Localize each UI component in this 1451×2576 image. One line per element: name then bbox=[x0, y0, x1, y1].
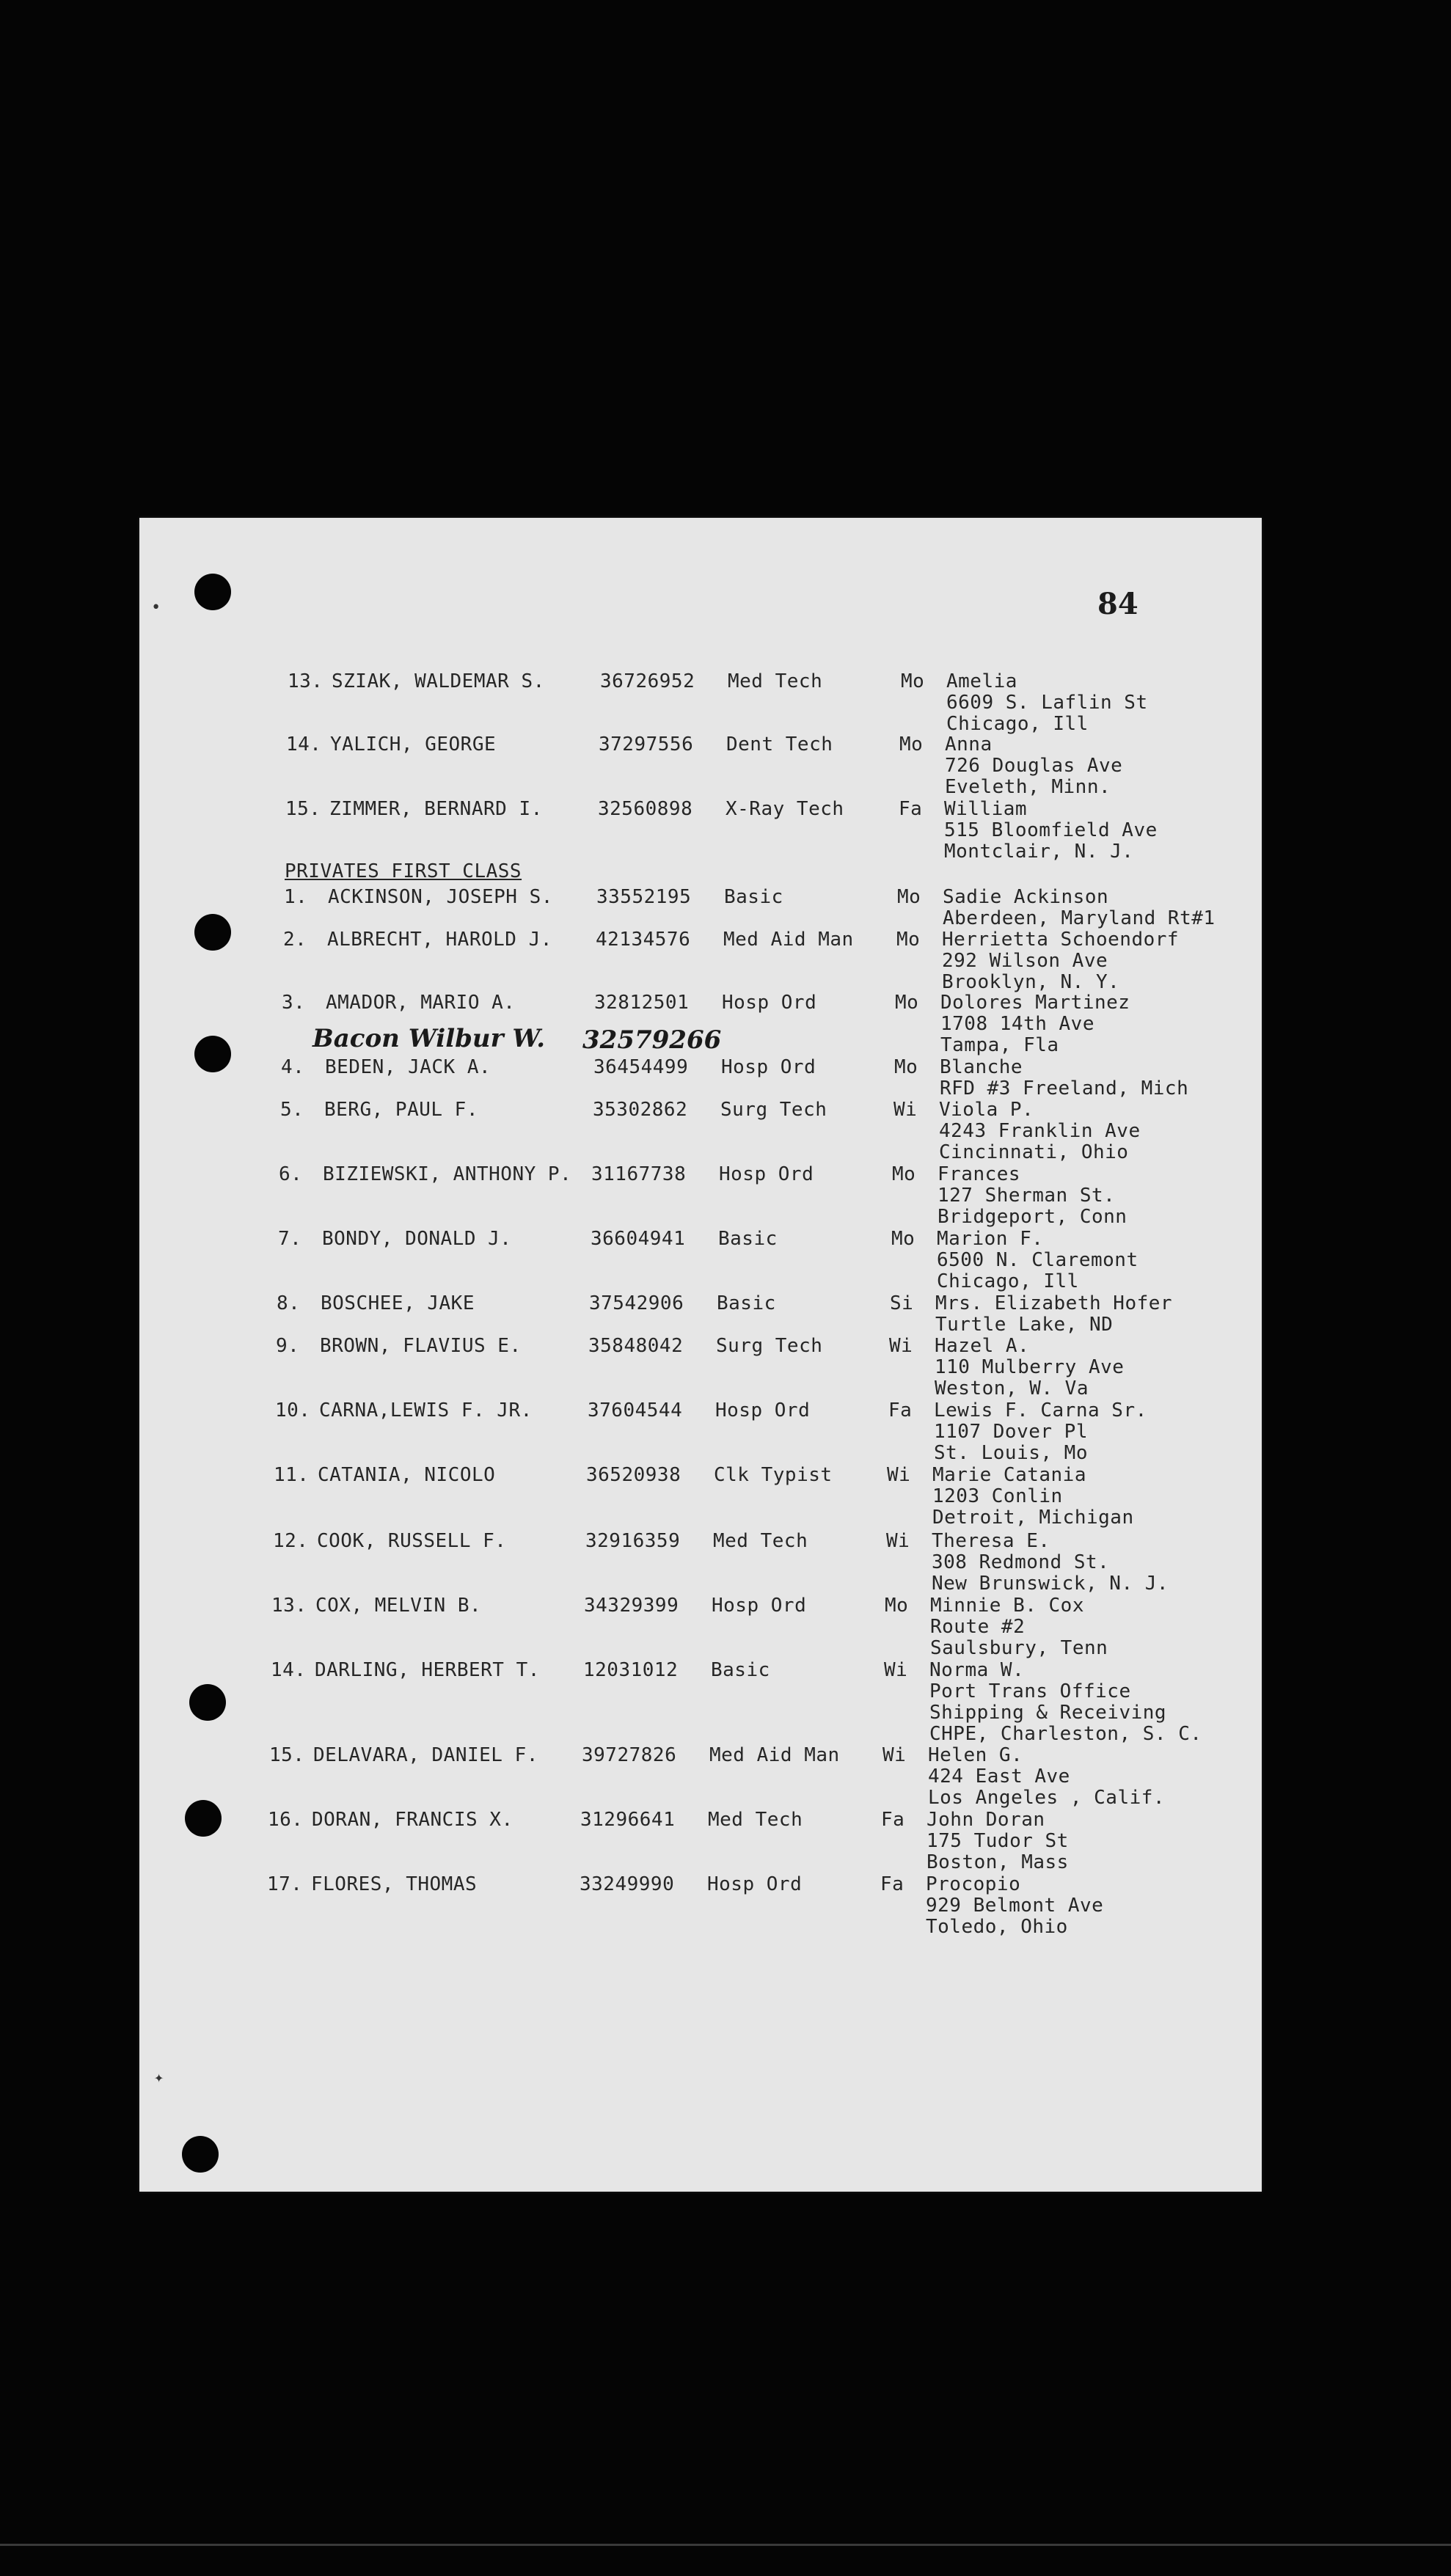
entry-contact-line: Theresa E. bbox=[932, 1530, 1050, 1552]
entry-contact-line: Chicago, Ill bbox=[937, 1270, 1079, 1292]
entry-serial: 36726952 bbox=[600, 670, 695, 692]
punch-hole bbox=[189, 1684, 226, 1721]
entry-role: Basic bbox=[724, 886, 783, 908]
entry-contact-line: Toledo, Ohio bbox=[926, 1916, 1068, 1938]
entry-contact-line: Los Angeles , Calif. bbox=[928, 1787, 1166, 1809]
entry-relation: Fa bbox=[881, 1809, 905, 1831]
entry-number: 17. bbox=[267, 1873, 303, 1895]
entry-contact-line: New Brunswick, N. J. bbox=[932, 1573, 1169, 1595]
paper-speck: • bbox=[151, 599, 161, 617]
entry-relation: Mo bbox=[892, 1163, 916, 1185]
handwritten-serial: 32579266 bbox=[582, 1025, 722, 1055]
entry-number: 3. bbox=[282, 992, 306, 1014]
entry-contact-line: 424 East Ave bbox=[928, 1765, 1070, 1788]
entry-role: Med Tech bbox=[728, 670, 823, 692]
entry-number: 9. bbox=[276, 1335, 300, 1357]
entry-name: BEDEN, JACK A. bbox=[325, 1056, 491, 1078]
entry-contact-line: Herrietta Schoendorf bbox=[942, 929, 1180, 951]
entry-name: ZIMMER, BERNARD I. bbox=[329, 798, 543, 820]
entry-serial: 37297556 bbox=[599, 733, 694, 755]
entry-relation: Mo bbox=[897, 886, 921, 908]
entry-number: 1. bbox=[284, 886, 308, 908]
entry-name: BOSCHEE, JAKE bbox=[321, 1292, 475, 1314]
entry-role: Dent Tech bbox=[726, 733, 833, 755]
entry-serial: 37542906 bbox=[589, 1292, 684, 1314]
entry-contact-line: Eveleth, Minn. bbox=[945, 776, 1111, 798]
entry-name: AMADOR, MARIO A. bbox=[326, 992, 516, 1014]
entry-number: 10. bbox=[275, 1399, 311, 1421]
entry-serial: 33552195 bbox=[596, 886, 692, 908]
entry-relation: Wi bbox=[884, 1659, 908, 1681]
entry-name: ACKINSON, JOSEPH S. bbox=[328, 886, 553, 908]
entry-relation: Wi bbox=[893, 1099, 918, 1121]
entry-role: Clk Typist bbox=[714, 1464, 833, 1486]
entry-role: Basic bbox=[718, 1228, 778, 1250]
entry-relation: Mo bbox=[896, 929, 921, 951]
entry-name: ALBRECHT, HAROLD J. bbox=[327, 929, 552, 951]
entry-contact-line: Hazel A. bbox=[935, 1335, 1030, 1357]
entry-contact-line: Blanche bbox=[940, 1056, 1023, 1078]
entry-contact-line: Amelia bbox=[946, 670, 1017, 692]
punch-hole bbox=[185, 1800, 222, 1837]
entry-name: DELAVARA, DANIEL F. bbox=[313, 1744, 538, 1766]
entry-contact-line: Cincinnati, Ohio bbox=[939, 1141, 1129, 1163]
entry-serial: 32560898 bbox=[598, 798, 693, 820]
entry-number: 2. bbox=[283, 929, 307, 951]
entry-contact-line: Viola P. bbox=[939, 1099, 1034, 1121]
entry-contact-line: 175 Tudor St bbox=[926, 1830, 1069, 1852]
entry-relation: Fa bbox=[888, 1399, 913, 1421]
section-heading: PRIVATES FIRST CLASS bbox=[285, 860, 522, 882]
entry-role: Med Aid Man bbox=[709, 1744, 840, 1766]
entry-number: 14. bbox=[286, 733, 322, 755]
entry-contact-line: 726 Douglas Ave bbox=[945, 755, 1123, 777]
entry-relation: Mo bbox=[901, 670, 925, 692]
entry-number: 13. bbox=[271, 1595, 307, 1617]
entry-role: Basic bbox=[717, 1292, 776, 1314]
entry-contact-line: Sadie Ackinson bbox=[943, 886, 1109, 908]
entry-contact-line: Turtle Lake, ND bbox=[935, 1314, 1114, 1336]
entry-number: 12. bbox=[273, 1530, 309, 1552]
entry-number: 7. bbox=[278, 1228, 302, 1250]
entry-relation: Wi bbox=[889, 1335, 913, 1357]
entry-serial: 12031012 bbox=[583, 1659, 679, 1681]
entry-name: DORAN, FRANCIS X. bbox=[312, 1809, 513, 1831]
entry-serial: 36604941 bbox=[591, 1228, 686, 1250]
entry-contact-line: Bridgeport, Conn bbox=[938, 1206, 1127, 1228]
entry-contact-line: Weston, W. Va bbox=[935, 1377, 1089, 1399]
entry-serial: 39727826 bbox=[582, 1744, 677, 1766]
entry-number: 14. bbox=[271, 1659, 307, 1681]
entry-contact-line: 127 Sherman St. bbox=[938, 1185, 1116, 1207]
entry-contact-line: Brooklyn, N. Y. bbox=[942, 971, 1120, 993]
entry-number: 4. bbox=[281, 1056, 305, 1078]
entry-contact-line: 6500 N. Claremont bbox=[937, 1249, 1138, 1271]
entry-serial: 42134576 bbox=[596, 929, 691, 951]
entry-role: Surg Tech bbox=[716, 1335, 823, 1357]
entry-name: BROWN, FLAVIUS E. bbox=[320, 1335, 522, 1357]
entry-contact-line: 1708 14th Ave bbox=[940, 1013, 1094, 1035]
entry-contact-line: 515 Bloomfield Ave bbox=[944, 819, 1158, 841]
punch-hole bbox=[194, 1036, 231, 1072]
entry-serial: 35848042 bbox=[588, 1335, 684, 1357]
entry-role: Hosp Ord bbox=[712, 1595, 807, 1617]
entry-role: Surg Tech bbox=[720, 1099, 827, 1121]
entry-name: CARNA,LEWIS F. JR. bbox=[319, 1399, 533, 1421]
entry-serial: 36454499 bbox=[593, 1056, 689, 1078]
entry-contact-line: John Doran bbox=[926, 1809, 1045, 1831]
page-number: 84 bbox=[1097, 587, 1138, 621]
entry-number: 11. bbox=[274, 1464, 310, 1486]
entry-role: Basic bbox=[711, 1659, 770, 1681]
entry-relation: Mo bbox=[891, 1228, 915, 1250]
entry-contact-line: Anna bbox=[945, 733, 993, 755]
entry-name: FLORES, THOMAS bbox=[311, 1873, 478, 1895]
entry-contact-line: Shipping & Receiving bbox=[929, 1702, 1167, 1724]
entry-role: Hosp Ord bbox=[715, 1399, 811, 1421]
entry-number: 15. bbox=[285, 798, 321, 820]
entry-contact-line: Route #2 bbox=[930, 1616, 1026, 1638]
entry-contact-line: Saulsbury, Tenn bbox=[930, 1637, 1108, 1659]
entry-name: SZIAK, WALDEMAR S. bbox=[332, 670, 545, 692]
entry-relation: Mo bbox=[885, 1595, 909, 1617]
paper-speck: ✦ bbox=[154, 2068, 164, 2087]
entry-role: Med Tech bbox=[708, 1809, 803, 1831]
entry-contact-line: Norma W. bbox=[929, 1659, 1025, 1681]
entry-number: 8. bbox=[277, 1292, 301, 1314]
entry-contact-line: Aberdeen, Maryland Rt#1 bbox=[943, 907, 1216, 929]
entry-serial: 31167738 bbox=[591, 1163, 687, 1185]
entry-contact-line: Frances bbox=[938, 1163, 1021, 1185]
entry-contact-line: Lewis F. Carna Sr. bbox=[934, 1399, 1147, 1421]
entry-contact-line: Dolores Martinez bbox=[940, 992, 1130, 1014]
entry-number: 16. bbox=[268, 1809, 304, 1831]
entry-contact-line: Montclair, N. J. bbox=[944, 841, 1134, 863]
entry-role: Hosp Ord bbox=[719, 1163, 814, 1185]
entry-number: 5. bbox=[280, 1099, 304, 1121]
entry-contact-line: Detroit, Michigan bbox=[932, 1507, 1134, 1529]
entry-relation: Wi bbox=[882, 1744, 907, 1766]
entry-relation: Si bbox=[890, 1292, 914, 1314]
entry-contact-line: William bbox=[944, 798, 1028, 820]
entry-contact-line: 929 Belmont Ave bbox=[926, 1895, 1104, 1917]
handwritten-name: Bacon Wilbur W. bbox=[313, 1024, 546, 1053]
entry-name: COOK, RUSSELL F. bbox=[317, 1530, 507, 1552]
entry-role: Hosp Ord bbox=[722, 992, 817, 1014]
entry-relation: Wi bbox=[886, 1530, 910, 1552]
entry-contact-line: St. Louis, Mo bbox=[934, 1442, 1088, 1464]
entry-contact-line: 110 Mulberry Ave bbox=[935, 1356, 1125, 1378]
entry-name: BERG, PAUL F. bbox=[324, 1099, 478, 1121]
punch-hole bbox=[182, 2136, 219, 2173]
document-page bbox=[139, 518, 1262, 2192]
entry-contact-line: CHPE, Charleston, S. C. bbox=[929, 1723, 1202, 1745]
entry-contact-line: 308 Redmond St. bbox=[932, 1551, 1110, 1573]
entry-number: 15. bbox=[269, 1744, 305, 1766]
entry-name: BONDY, DONALD J. bbox=[322, 1228, 512, 1250]
entry-relation: Fa bbox=[880, 1873, 904, 1895]
entry-role: Med Tech bbox=[713, 1530, 808, 1552]
entry-serial: 36520938 bbox=[586, 1464, 681, 1486]
entry-name: COX, MELVIN B. bbox=[315, 1595, 482, 1617]
entry-contact-line: 1107 Dover Pl bbox=[934, 1421, 1088, 1443]
entry-relation: Wi bbox=[887, 1464, 911, 1486]
entry-contact-line: 6609 S. Laflin St bbox=[946, 692, 1148, 714]
entry-relation: Mo bbox=[894, 1056, 918, 1078]
entry-serial: 31296641 bbox=[580, 1809, 676, 1831]
entry-contact-line: Tampa, Fla bbox=[940, 1034, 1059, 1056]
entry-name: DARLING, HERBERT T. bbox=[315, 1659, 540, 1681]
entry-role: Hosp Ord bbox=[707, 1873, 803, 1895]
entry-name: BIZIEWSKI, ANTHONY P. bbox=[323, 1163, 572, 1185]
entry-relation: Mo bbox=[895, 992, 919, 1014]
entry-contact-line: Marion F. bbox=[937, 1228, 1044, 1250]
entry-role: X-Ray Tech bbox=[726, 798, 844, 820]
scan-edge-line bbox=[0, 2544, 1451, 2546]
entry-name: YALICH, GEORGE bbox=[330, 733, 497, 755]
entry-contact-line: Helen G. bbox=[928, 1744, 1023, 1766]
entry-serial: 33249990 bbox=[580, 1873, 675, 1895]
entry-contact-line: Chicago, Ill bbox=[946, 713, 1089, 735]
entry-contact-line: RFD #3 Freeland, Mich bbox=[940, 1077, 1189, 1099]
entry-contact-line: 1203 Conlin bbox=[932, 1485, 1063, 1507]
entry-serial: 35302862 bbox=[593, 1099, 688, 1121]
entry-serial: 37604544 bbox=[588, 1399, 683, 1421]
punch-hole bbox=[194, 914, 231, 951]
entry-serial: 34329399 bbox=[584, 1595, 679, 1617]
entry-number: 13. bbox=[288, 670, 324, 692]
entry-contact-line: Port Trans Office bbox=[929, 1680, 1131, 1702]
entry-contact-line: 4243 Franklin Ave bbox=[939, 1120, 1141, 1142]
entry-contact-line: Boston, Mass bbox=[926, 1851, 1069, 1873]
entry-contact-line: 292 Wilson Ave bbox=[942, 950, 1108, 972]
entry-relation: Mo bbox=[899, 733, 924, 755]
punch-hole bbox=[194, 574, 231, 610]
entry-number: 6. bbox=[279, 1163, 303, 1185]
entry-contact-line: Procopio bbox=[926, 1873, 1021, 1895]
entry-contact-line: Mrs. Elizabeth Hofer bbox=[935, 1292, 1173, 1314]
entry-contact-line: Marie Catania bbox=[932, 1464, 1086, 1486]
entry-serial: 32812501 bbox=[594, 992, 690, 1014]
entry-name: CATANIA, NICOLO bbox=[318, 1464, 496, 1486]
entry-contact-line: Minnie B. Cox bbox=[930, 1595, 1084, 1617]
entry-role: Med Aid Man bbox=[723, 929, 854, 951]
entry-role: Hosp Ord bbox=[721, 1056, 816, 1078]
entry-relation: Fa bbox=[899, 798, 923, 820]
entry-serial: 32916359 bbox=[585, 1530, 681, 1552]
